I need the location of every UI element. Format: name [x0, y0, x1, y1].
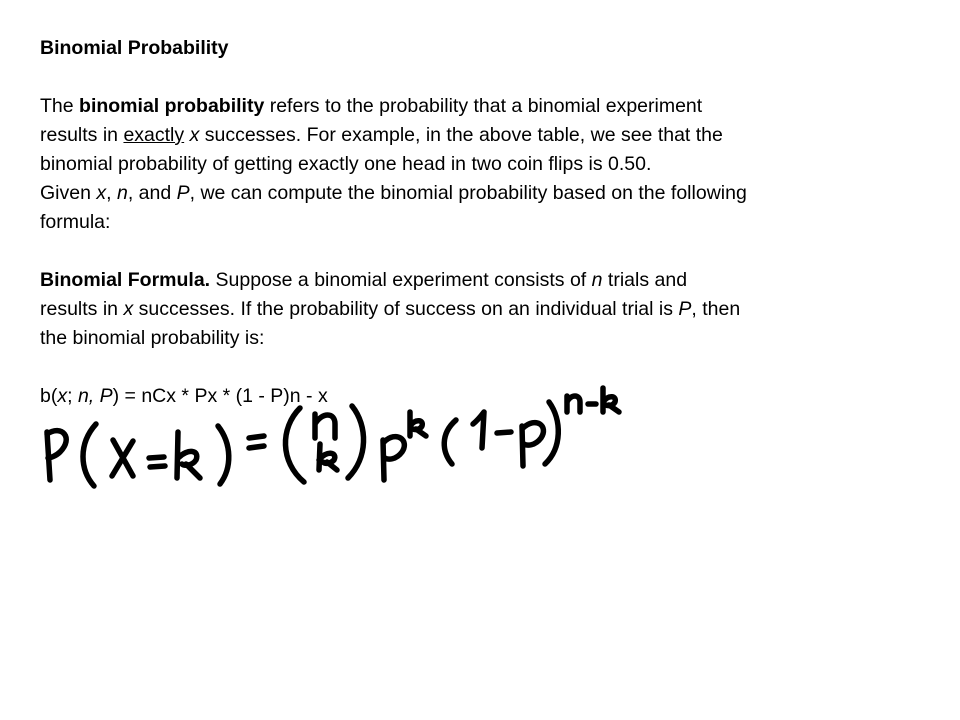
hw-one — [473, 412, 484, 448]
hw-sup-k2 — [603, 388, 619, 412]
para1-line4: Given x, n, and P, we can compute the binomial probability based on the following — [40, 182, 747, 204]
hw-sup-k — [410, 412, 426, 436]
hw-P — [47, 431, 66, 480]
hw-open-paren-2 — [444, 420, 456, 464]
hw-X — [112, 440, 133, 476]
para2-line3: the binomial probability is: — [40, 327, 265, 349]
para1-line2: results in exactly x successes. For example, in the above table, we see that the — [40, 124, 723, 146]
para1-line5: formula: — [40, 211, 111, 233]
slide-title: Binomial Probability — [40, 37, 229, 59]
para2-line2: results in x successes. If the probability of success on an individual trial is P, then — [40, 298, 741, 320]
hw-equals — [249, 436, 264, 448]
hw-big-close-paren — [348, 406, 364, 478]
hw-equals-small — [149, 457, 165, 467]
hw-minus — [497, 432, 511, 433]
para2-line1: Binomial Formula. Suppose a binomial experiment consists of n trials and — [40, 269, 688, 291]
hw-sup-n — [567, 396, 580, 412]
hw-k — [177, 432, 200, 478]
formula-line: b(x; n, P) = nCx * Px * (1 - P)n - x — [40, 385, 328, 407]
hw-close-paren — [218, 426, 229, 484]
para1-line1: The binomial probability refers to the probability that a binomial experiment — [40, 95, 703, 117]
hw-n — [315, 414, 335, 438]
hw-p — [383, 437, 404, 480]
hw-open-paren — [83, 424, 96, 486]
hw-close-paren-2 — [545, 402, 558, 464]
para1-line3: binomial probability of getting exactly one head in two coin flips is 0.50. — [40, 153, 652, 175]
hw-k-lower — [319, 444, 337, 470]
hw-big-open-paren — [285, 408, 304, 482]
hw-p-2 — [522, 423, 543, 466]
